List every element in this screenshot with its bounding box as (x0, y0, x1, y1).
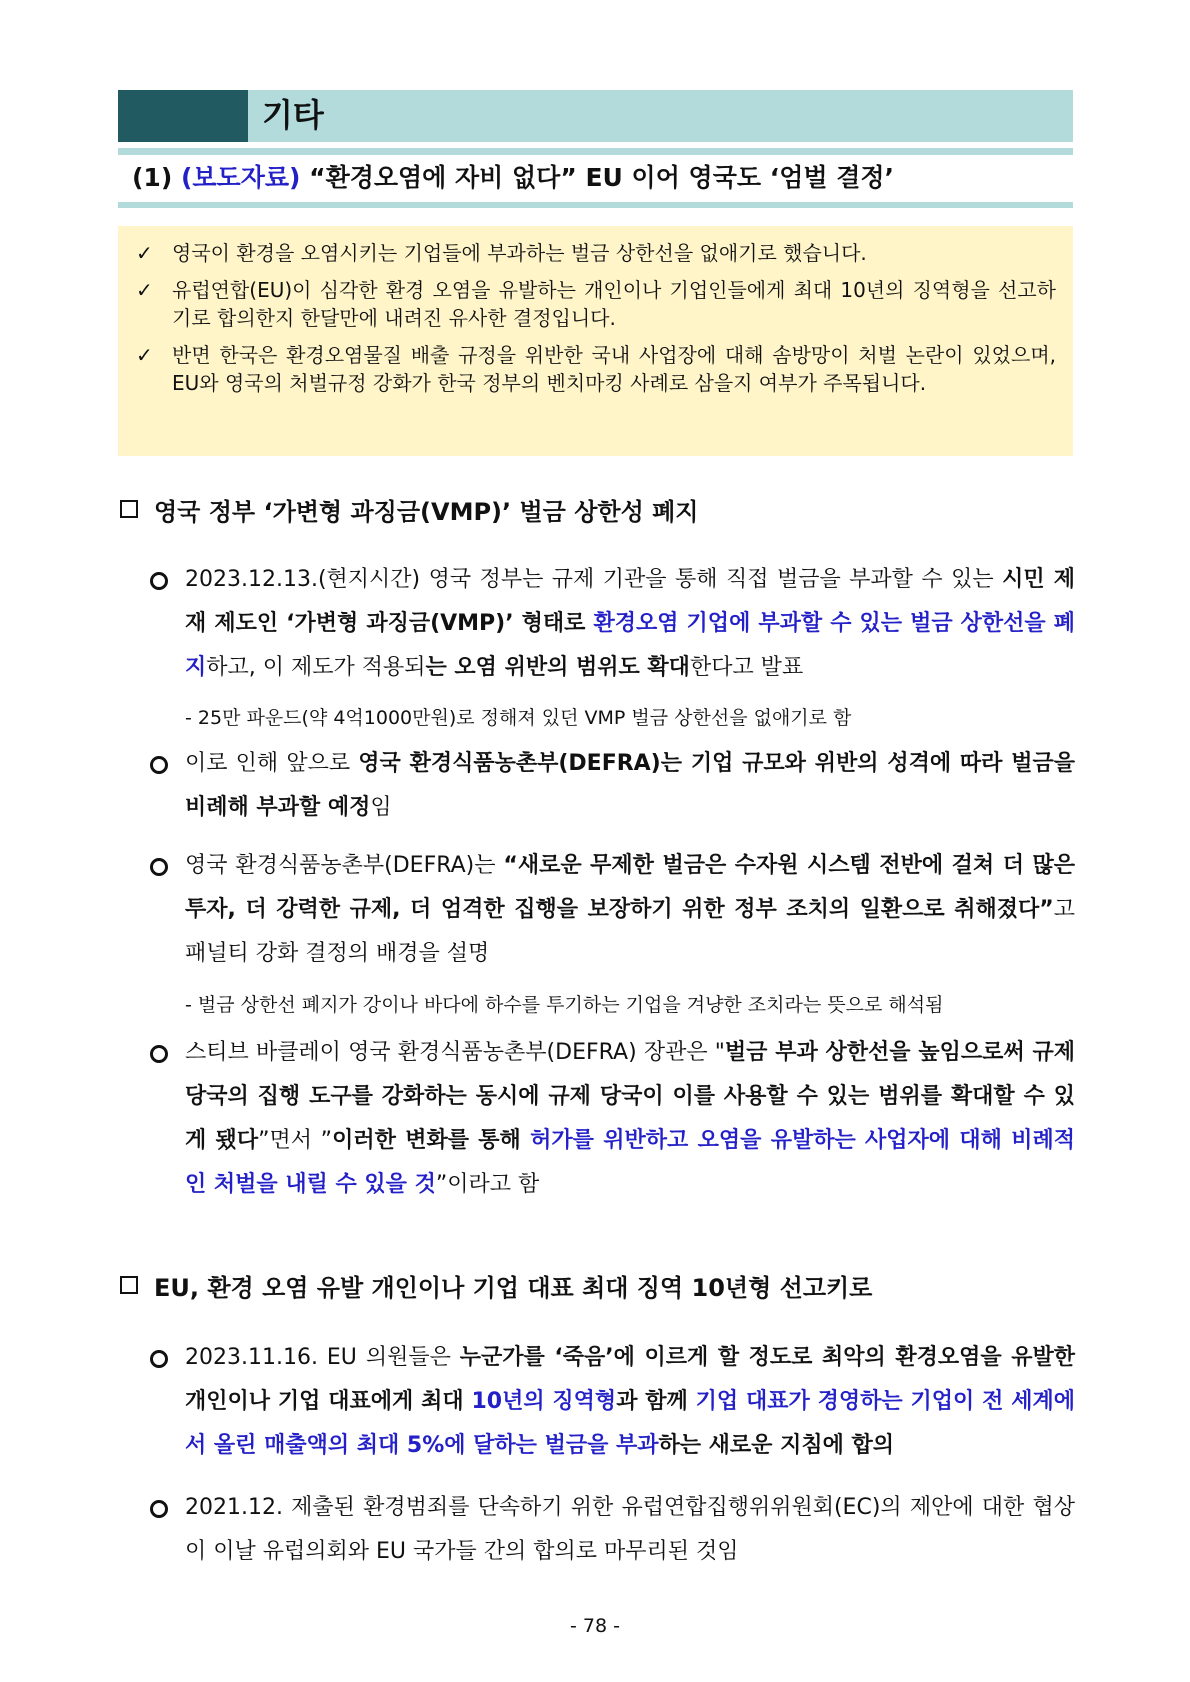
bullet-item: 이로 인해 앞으로 영국 환경식품농촌부(DEFRA)는 기업 규모와 위반의 성격에 따라 벌금을 비례해 부과할 예정임 (150, 742, 1075, 830)
bullet-item: 2021.12. 제출된 환경범죄를 단속하기 위한 유럽연합집행위위원회(EC)의 제안에 대한 협상이 이날 유럽의회와 EU 국가들 간의 합의로 마무리된 것임 (150, 1486, 1075, 1574)
circle-bullet-icon (150, 1045, 168, 1063)
dash-note: - 25만 파운드(약 4억1000만원)로 정해져 있던 VMP 벌금 상한선을 없애기로 함 (185, 707, 852, 729)
checkmark-icon: ✓ (136, 241, 153, 265)
summary-box (118, 226, 1073, 456)
circle-bullet-icon (150, 1500, 168, 1518)
bullet-item: 2023.11.16. EU 의원들은 누군가를 ‘죽음’에 이르게 할 정도로 최악의 환경오염을 유발한 개인이나 기업 대표에게 최대 10년의 징역형과 함께 기업 대표가 경영하는 기업이 전 세계에서 올린 매출액의 최대 5%에 달하는 벌금을 부과하는 새로운 지침에 합의 (150, 1336, 1075, 1468)
checkmark-icon: ✓ (136, 343, 153, 367)
circle-bullet-icon (150, 572, 168, 590)
subtitle-headline: “환경오염에 자비 없다” EU 이어 영국도 ‘엄벌 결정’ (309, 163, 895, 192)
dash-note: - 벌금 상한선 폐지가 강이나 바다에 하수를 투기하는 기업을 겨냥한 조치라는 뜻으로 해석됨 (185, 994, 944, 1016)
section-heading-eu: EU, 환경 오염 유발 개인이나 기업 대표 최대 징역 10년형 선고키로 (120, 1270, 872, 1306)
subtitle-rule-top (118, 148, 1073, 155)
checkbox-square-icon (120, 1276, 138, 1294)
title-banner-accent (118, 90, 248, 142)
checkbox-square-icon (120, 500, 138, 518)
checkmark-icon: ✓ (136, 278, 153, 302)
circle-bullet-icon (150, 1350, 168, 1368)
page-number: - 78 - (570, 1615, 620, 1637)
circle-bullet-icon (150, 858, 168, 876)
bullet-item: 영국 환경식품농촌부(DEFRA)는 “새로운 무제한 벌금은 수자원 시스템 전반에 걸쳐 더 많은 투자, 더 강력한 규제, 더 엄격한 집행을 보장하기 위한 정부 조치의 일환으로 취해졌다”고 패널티 강화 결정의 배경을 설명 (150, 844, 1075, 976)
subtitle-number: (1) (132, 163, 173, 192)
article-subtitle (132, 158, 894, 198)
summary-item: ✓ 유럽연합(EU)이 심각한 환경 오염을 유발하는 개인이나 기업인들에게 최대 10년의 징역형을 선고하기로 합의한지 한달만에 내려진 유사한 결정입니다. (136, 278, 1056, 330)
bullet-item: 2023.12.13.(현지시간) 영국 정부는 규제 기관을 통해 직접 벌금을 부과할 수 있는 시민 제재 제도인 ‘가변형 과징금(VMP)’ 형태로 환경오염 기업에 부과할 수 있는 벌금 상한선을 폐지하고, 이 제도가 적용되는 오염 위반의 범위도 확대한다고 발표 (150, 558, 1075, 690)
page-title: 기타 (262, 96, 324, 134)
circle-bullet-icon (150, 756, 168, 774)
bullet-item: 스티브 바클레이 영국 환경식품농촌부(DEFRA) 장관은 "벌금 부과 상한선을 높임으로써 규제 당국의 집행 도구를 강화하는 동시에 규제 당국이 이를 사용할 수 있는 범위를 확대할 수 있게 됐다”면서 ”이러한 변화를 통해 허가를 위반하고 오염을 유발하는 사업자에 대해 비례적인 처벌을 내릴 수 있을 것”이라고 함 (150, 1031, 1075, 1207)
subtitle-rule-bottom (118, 202, 1073, 208)
subtitle-tag: (보도자료) (180, 163, 301, 192)
section-heading-uk: 영국 정부 ‘가변형 과징금(VMP)’ 벌금 상한성 폐지 (120, 494, 698, 530)
summary-item: ✓ 영국이 환경을 오염시키는 기업들에 부과하는 벌금 상한선을 없애기로 했습니다. (136, 241, 867, 265)
summary-item: ✓ 반면 한국은 환경오염물질 배출 규정을 위반한 국내 사업장에 대해 솜방망이 처벌 논란이 있었으며, EU와 영국의 처벌규정 강화가 한국 정부의 벤치마킹 사례로 삼을지 여부가 주목됩니다. (136, 343, 1056, 395)
